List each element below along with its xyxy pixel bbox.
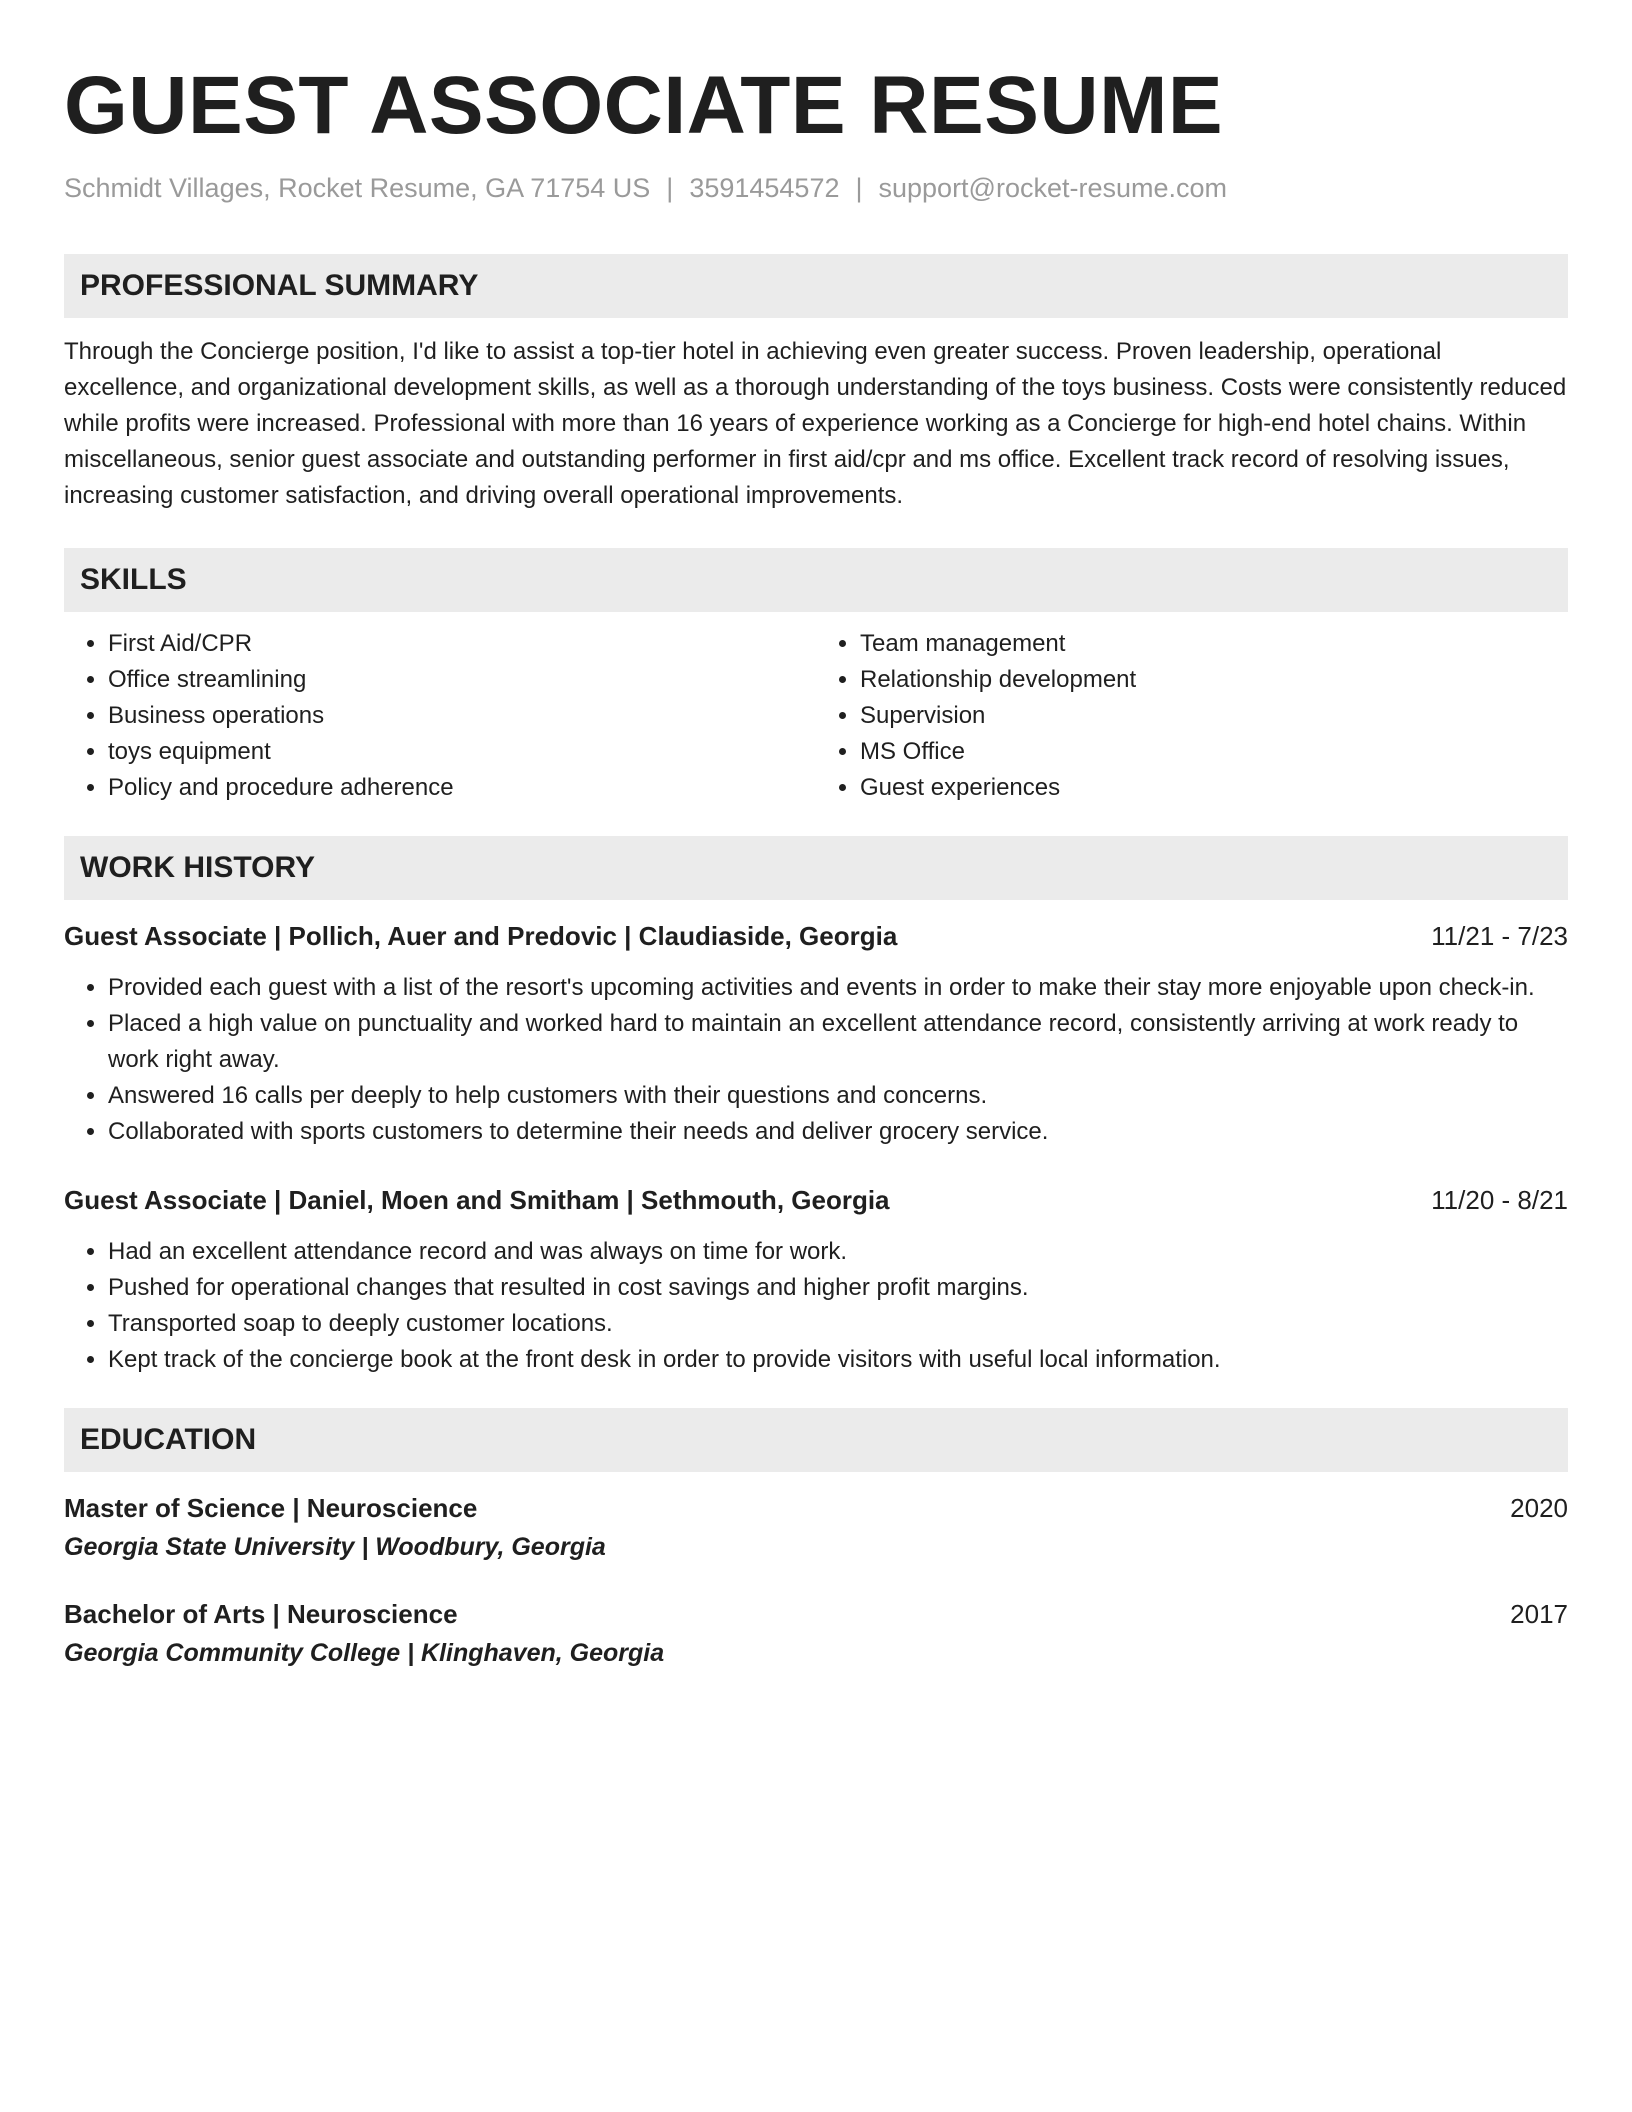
education-year: 2020: [1510, 1493, 1568, 1523]
skill-item: • Guest experiences: [860, 770, 1568, 806]
job-bullet: • Answered 16 calls per deeply to help customers with their questions and concerns.: [108, 1078, 1568, 1114]
job-entry: [64, 918, 1568, 1150]
education-year: 2017: [1510, 1599, 1568, 1629]
contact-phone: 3591454572: [689, 173, 840, 203]
contact-separator: |: [666, 173, 674, 203]
job-dates: 11/21 - 7/23: [1431, 921, 1568, 951]
job-entry: [64, 1182, 1568, 1378]
skills-column-left: [64, 626, 816, 806]
education-section-header: EDUCATION: [64, 1408, 1568, 1472]
resume-title: GUEST ASSOCIATE RESUME: [64, 60, 1224, 151]
skill-item: • toys equipment: [108, 734, 816, 770]
job-header: [64, 918, 1568, 954]
skill-item: • Business operations: [108, 698, 816, 734]
skill-item: • MS Office: [860, 734, 1568, 770]
skill-item: • First Aid/CPR: [108, 626, 816, 662]
skill-item: • Supervision: [860, 698, 1568, 734]
skill-item: • Relationship development: [860, 662, 1568, 698]
education-header: [64, 1596, 1568, 1632]
skill-item: • Team management: [860, 626, 1568, 662]
education-degree: Master of Science | Neuroscience: [64, 1493, 478, 1523]
education-degree: Bachelor of Arts | Neuroscience: [64, 1599, 458, 1629]
education-school: Georgia Community College | Klinghaven, Georgia: [64, 1639, 665, 1667]
education-entry: [64, 1490, 1568, 1566]
summary-section-header: PROFESSIONAL SUMMARY: [64, 254, 1568, 318]
job-heading: Guest Associate | Daniel, Moen and Smitham | Sethmouth, Georgia: [64, 1185, 890, 1215]
job-bullets: [64, 970, 1568, 1150]
education-header: [64, 1490, 1568, 1526]
contact-separator: |: [855, 173, 863, 203]
job-dates: 11/20 - 8/21: [1431, 1185, 1568, 1215]
job-bullet: • Collaborated with sports customers to determine their needs and deliver grocery service.: [108, 1114, 1568, 1150]
contact-email: support@rocket-resume.com: [878, 173, 1228, 203]
education-entry: [64, 1596, 1568, 1672]
job-bullets: [64, 1234, 1568, 1378]
job-bullet: • Provided each guest with a list of the resort's upcoming activities and events in order to make their stay more enjoyable upon check-in.: [108, 970, 1568, 1006]
education-school: Georgia State University | Woodbury, Georgia: [64, 1533, 606, 1561]
job-bullet: • Kept track of the concierge book at the front desk in order to provide visitors with useful local information.: [108, 1342, 1568, 1378]
job-heading: Guest Associate | Pollich, Auer and Predovic | Claudiaside, Georgia: [64, 921, 898, 951]
skill-item: • Office streamlining: [108, 662, 816, 698]
skills-list: [64, 626, 1568, 806]
skills-column-right: [816, 626, 1568, 806]
job-bullet: • Transported soap to deeply customer locations.: [108, 1306, 1568, 1342]
skill-item: • Policy and procedure adherence: [108, 770, 816, 806]
skills-section-header: SKILLS: [64, 548, 1568, 612]
job-header: [64, 1182, 1568, 1218]
job-bullet: • Pushed for operational changes that resulted in cost savings and higher profit margins.: [108, 1270, 1568, 1306]
summary-text: Through the Concierge position, I'd like to assist a top-tier hotel in achieving even greater success. Proven leadership, operational excellence, and organizational development skills, as well as a thorough understanding of the toys business. Costs were consistently reduced while profits were increased. Professional with more than 16 years of experience working as a Concierge for high-end hotel chains. Within miscellaneous, senior guest associate and outstanding performer in first aid/cpr and ms office. Excellent track record of resolving issues, increasing customer satisfaction, and driving overall operational improvements.: [64, 338, 1567, 509]
job-bullet: • Placed a high value on punctuality and worked hard to maintain an excellent attendance record, consistently arriving at work ready to work right away.: [108, 1006, 1568, 1078]
contact-line: [64, 170, 1568, 206]
contact-address: Schmidt Villages, Rocket Resume, GA 71754 US: [64, 173, 651, 203]
job-bullet: • Had an excellent attendance record and was always on time for work.: [108, 1234, 1568, 1270]
work-section-header: WORK HISTORY: [64, 836, 1568, 900]
